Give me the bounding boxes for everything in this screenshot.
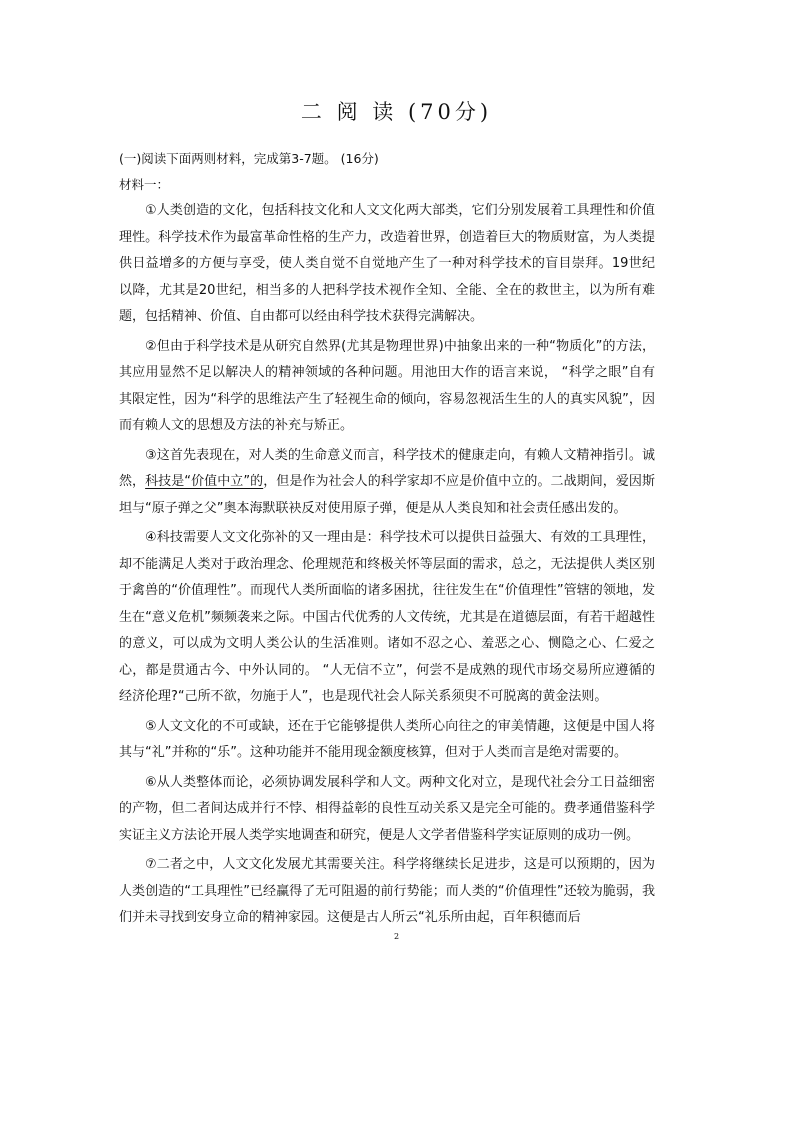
paragraph-6 xyxy=(119,770,655,850)
page-number: 2 xyxy=(393,932,400,941)
paragraph-text: ⑦二者之中，人文文化发展尤其需要关注。科学将继续长足进步，这是可以预期的，因为人类创造的“工具理性”已经赢得了无可阻遏的前行势能；而人类的“价值理性”还较为脆弱，我们并未寻找到安身立命的精神家园。这便是古人所云“礼乐所由起，百年积德而后 xyxy=(119,857,655,925)
reading-instruction: (一)阅读下面两则材料，完成第3-7题。 (16分) xyxy=(119,151,379,166)
paragraph-text: ②但由于科学技术是从研究自然界(尤其是物理世界)中抽象出来的一种“物质化”的方法，其应用显然不足以解决人的精神领域的各种问题。用池田大作的语言来说， “科学之眼”自有其限定性，因为“科学的思维法产生了轻视生命的倾向，容易忽视活生生的人的真实风貌”，因而有赖人文的思想及方法的补充与矫正。 xyxy=(119,338,655,433)
paragraph-text: ①人类创造的文化，包括科技文化和人文文化两大部类，它们分别发展着工具理性和价值理性。科学技术作为最富革命性格的生产力，改造着世界，创造着巨大的物质财富，为人类提供日益增多的方便与享受，使人类自觉不自觉地产生了一种对科学技术的盲目崇拜。19世纪以降，尤其是20世纪，相当多的人把科学技术视作全知、全能、全在的救世主，以为所有难题，包括精神、价值、自由都可以经由科学技术获得完满解决。 xyxy=(119,203,655,324)
paragraph-3 xyxy=(119,443,655,523)
paragraph-text-continued: ，但是作为社会人的科学家却不应是价值中立的。二战期间，爱因斯坦与“原子弹之父”奥本海默联袂反对使用原子弹，便是从人类良知和社会责任感出发的。 xyxy=(119,474,655,516)
paragraph-text: ⑥从人类整体而论，必须协调发展科学和人文。两种文化对立，是现代社会分工日益细密的产物，但二者间达成并行不悖、相得益彰的良性互动关系又是完全可能的。费孝通借鉴科学实证主义方法论开展人类学实地调查和研究，便是人文学者借鉴科学实证原则的成功一例。 xyxy=(119,774,655,843)
paragraph-text: ⑤人文文化的不可或缺，还在于它能够提供人类所心向往之的审美情趣，这便是中国人将其与“礼”并称的“乐”。这种功能并不能用现金额度核算，但对于人类而言是绝对需要的。 xyxy=(119,718,655,760)
underlined-phrase: 科技是“价值中立”的 xyxy=(145,474,264,489)
paragraph-text: ④科技需要人文文化弥补的又一理由是：科学技术可以提供日益强大、有效的工具理性，却不能满足人类对于政治理念、伦理规范和终极关怀等层面的需求，总之，无法提供人类区别于禽兽的“价值理性”。而现代人类所面临的诸多困扰，往往发生在“价值理性”管辖的领地，发生在“意义危机”频频袭来之际。中国古代优秀的人文传统，尤其是在道德层面，有若干超越性的意义，可以成为文明人类公认的生活准则。诸如不忍之心、羞恶之心、恻隐之心、仁爱之心，都是贯通古今、中外认同的。 “人无信不立”，何尝不是成熟的现代市场交易所应遵循的经济伦理?“己所不欲，勿施于人”，也是现代社会人际关系须臾不可脱离的黄金法则。 xyxy=(119,530,655,704)
paragraph-4 xyxy=(119,525,655,711)
paragraph-7 xyxy=(119,852,655,932)
paragraph-5 xyxy=(119,714,655,767)
reading-content xyxy=(119,146,655,932)
paragraph-2 xyxy=(119,334,655,440)
section-title: 二 阅 读 (70分) xyxy=(300,100,493,124)
paragraph-1 xyxy=(119,198,655,331)
paragraph-text: ③这首先表现在，对人类的生命意义而言，科学技术的健康走向，有赖人文精神指引。诚然， xyxy=(119,447,655,489)
material-label: 材料一： xyxy=(119,177,170,192)
